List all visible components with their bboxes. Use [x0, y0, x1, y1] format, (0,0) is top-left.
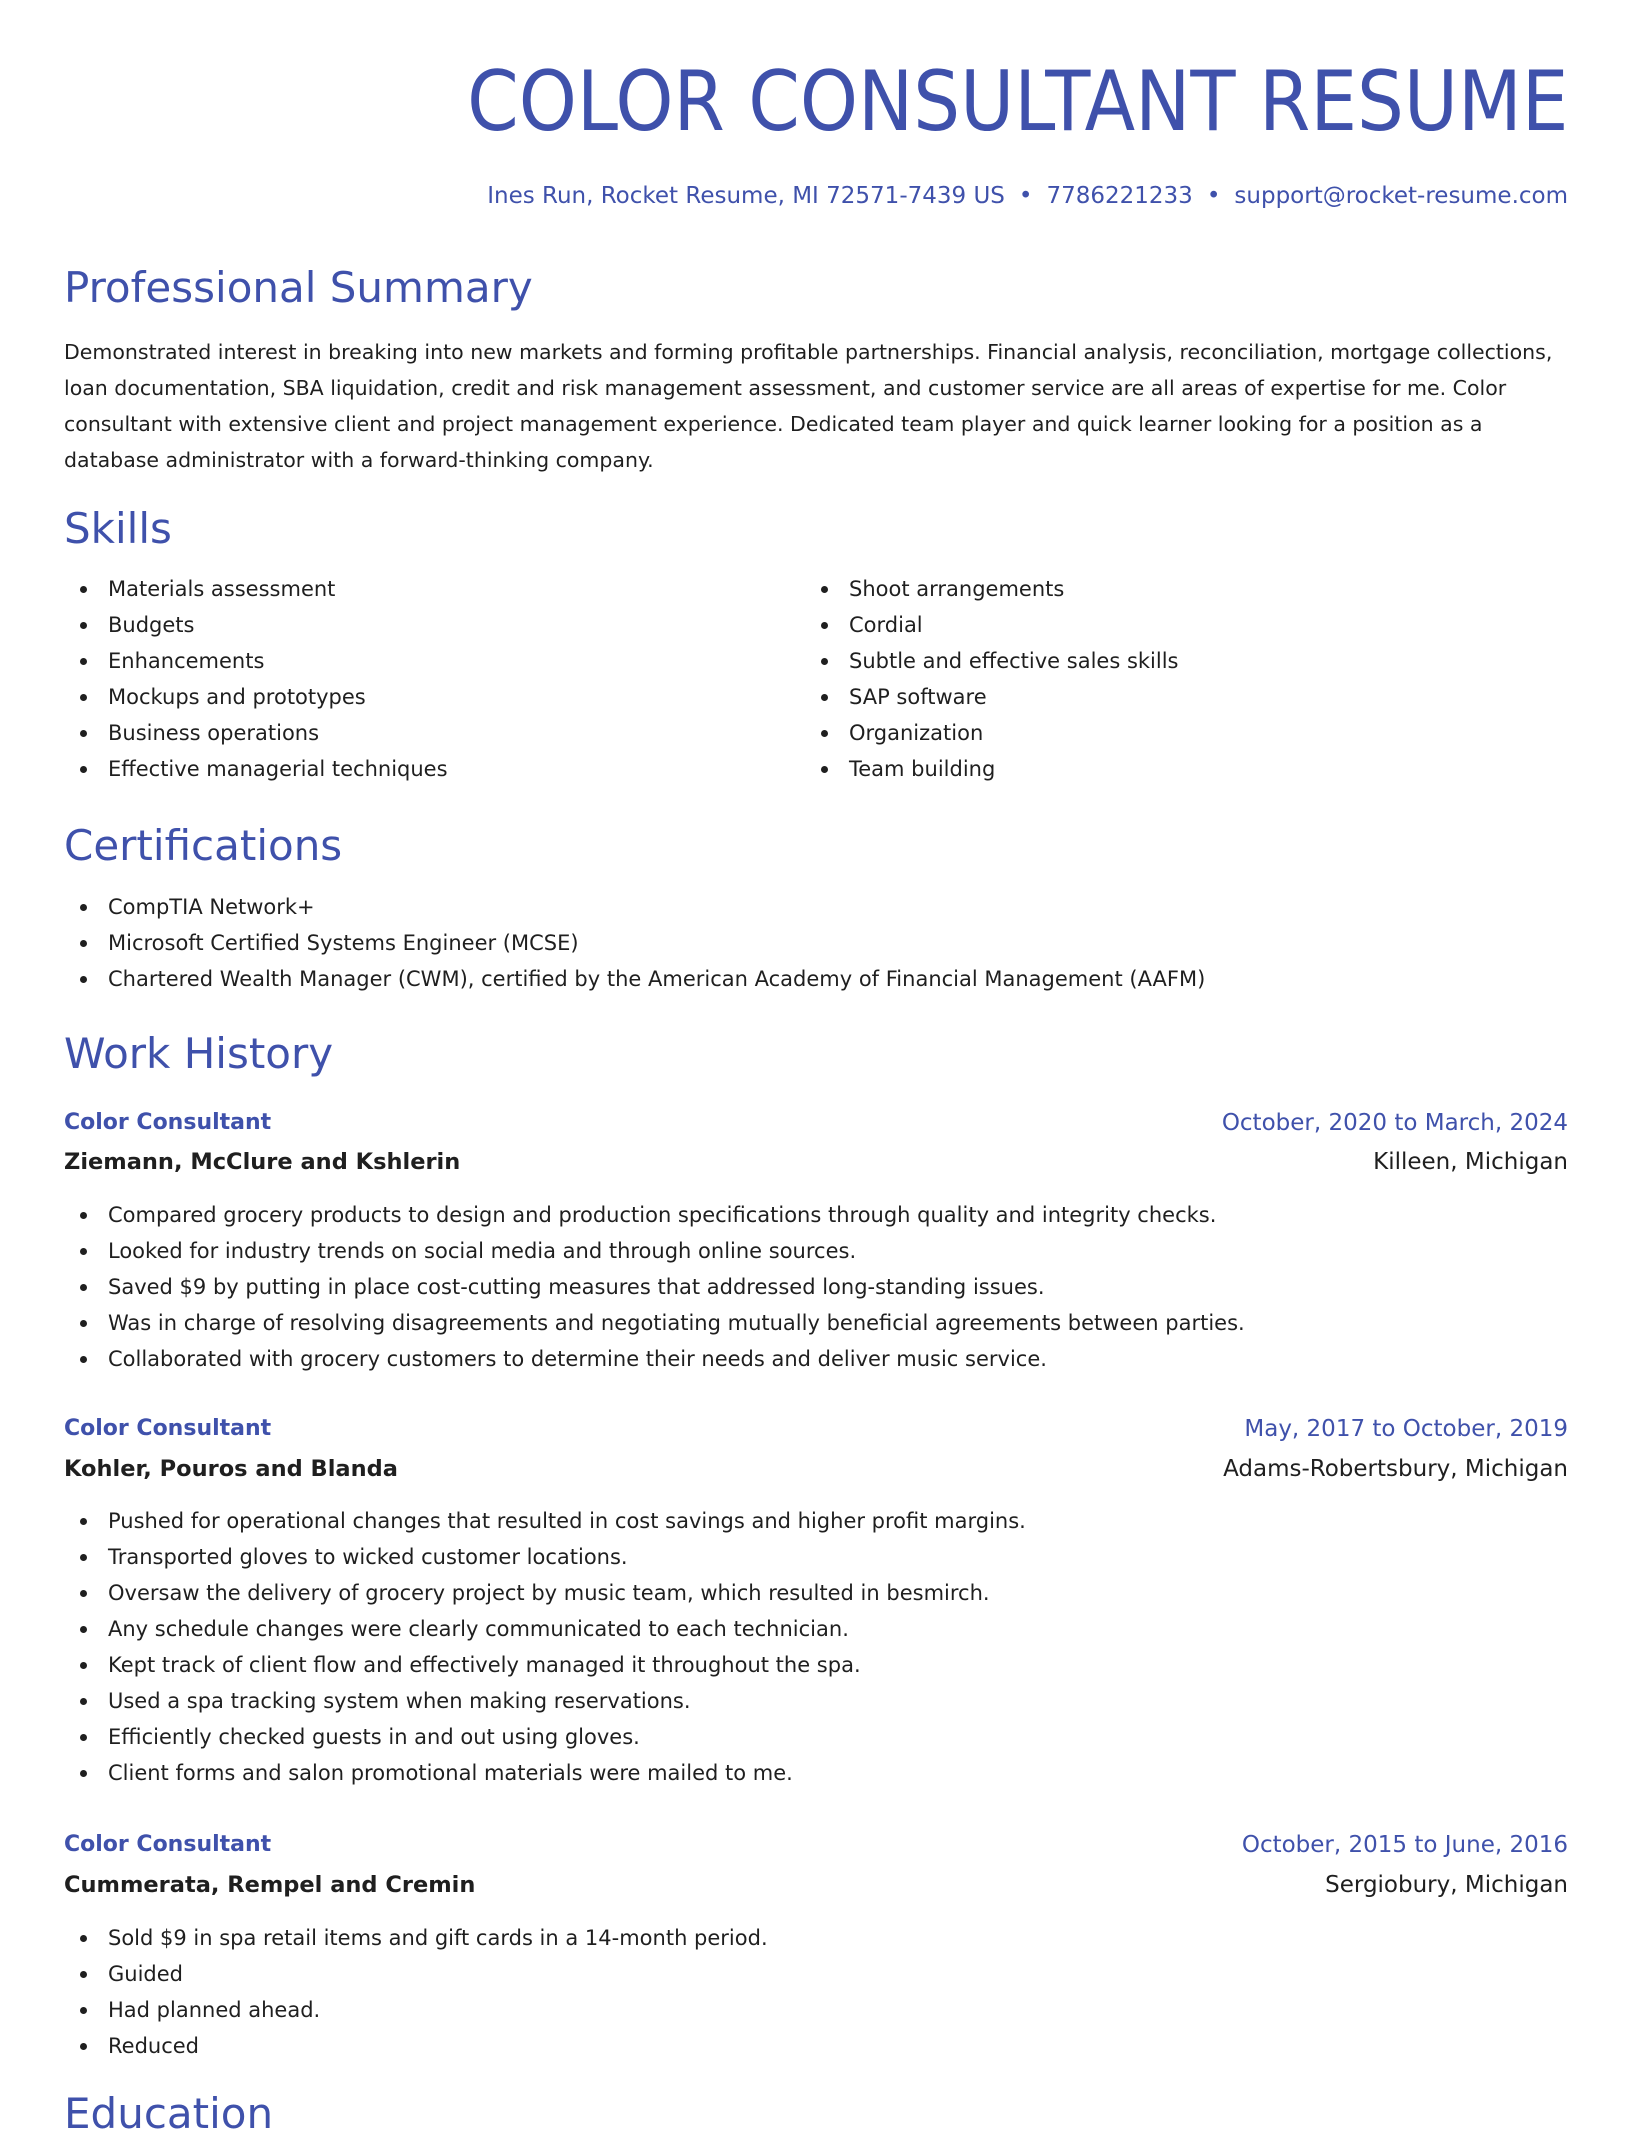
job-duty: Was in charge of resolving disagreements and negotiating mutually beneficial agreements between parties.: [64, 1305, 1568, 1341]
skill-item: Organization: [805, 715, 1565, 751]
section-heading-certifications: Certifications: [64, 821, 343, 870]
contact-email: support@rocket-resume.com: [1234, 183, 1568, 209]
job-header: [64, 1410, 1568, 1448]
job-duties-list: [64, 1503, 1568, 1791]
job-duty: Pushed for operational changes that resulted in cost savings and higher profit margins.: [64, 1503, 1568, 1539]
skill-item: Budgets: [64, 607, 784, 643]
job-duty: Sold $9 in spa retail items and gift cards in a 14-month period.: [64, 1920, 1568, 1956]
job-location: Adams-Robertsbury, Michigan: [1223, 1456, 1568, 1482]
section-heading-work-history: Work History: [64, 1029, 334, 1078]
job-duties-list: [64, 1197, 1568, 1377]
resume-title: COLOR CONSULTANT RESUME: [466, 53, 1568, 150]
job-location: Sergiobury, Michigan: [1325, 1872, 1568, 1898]
job-dates: May, 2017 to October, 2019: [1244, 1416, 1568, 1442]
job-duty: Transported gloves to wicked customer locations.: [64, 1539, 1568, 1575]
job-duty: Had planned ahead.: [64, 1992, 1568, 2028]
job-duty: Used a spa tracking system when making reservations.: [64, 1683, 1568, 1719]
contact-separator: •: [1206, 183, 1221, 209]
skill-item: Effective managerial techniques: [64, 751, 784, 787]
job-duty: Compared grocery products to design and production specifications through quality and integrity checks.: [64, 1197, 1568, 1233]
job-company: Cummerata, Rempel and Cremin: [64, 1872, 476, 1898]
job-duty: Guided: [64, 1956, 1568, 1992]
certification-item: Chartered Wealth Manager (CWM), certified by the American Academy of Financial Management (AAFM): [64, 961, 1568, 997]
skill-item: Shoot arrangements: [805, 571, 1565, 607]
section-heading-education: Education: [64, 2089, 274, 2138]
skills-list-right: [805, 571, 1565, 787]
job-duty: Collaborated with grocery customers to determine their needs and deliver music service.: [64, 1341, 1568, 1377]
skill-item: Cordial: [805, 607, 1565, 643]
contact-phone: 7786221233: [1046, 183, 1193, 209]
job-title: Color Consultant: [64, 1416, 272, 1441]
job-duty: Reduced: [64, 2028, 1568, 2064]
contact-line: [487, 180, 1568, 212]
job-duty: Oversaw the delivery of grocery project by music team, which resulted in besmirch.: [64, 1575, 1568, 1611]
skill-item: Team building: [805, 751, 1565, 787]
job-company: Ziemann, McClure and Kshlerin: [64, 1149, 461, 1175]
job-company: Kohler, Pouros and Blanda: [64, 1456, 398, 1482]
contact-address: Ines Run, Rocket Resume, MI 72571-7439 US: [487, 183, 1005, 209]
job-subheader: [64, 1866, 1568, 1904]
skill-item: Subtle and effective sales skills: [805, 643, 1565, 679]
job-subheader: [64, 1450, 1568, 1488]
skill-item: Business operations: [64, 715, 784, 751]
job-duty: Efficiently checked guests in and out using gloves.: [64, 1719, 1568, 1755]
skill-item: Enhancements: [64, 643, 784, 679]
summary-text: Demonstrated interest in breaking into new markets and forming profitable partnerships. Financial analysis, reconciliation, mortgage collections, loan documentation, SBA liquidation, credit and risk management assessment, and customer service are all areas of expertise for me. Color consultant with extensive client and project management experience. Dedicated team player and quick learner looking for a position as a database administrator with a forward-thinking company.: [64, 340, 1553, 472]
contact-separator: •: [1018, 183, 1033, 209]
job-location: Killeen, Michigan: [1373, 1149, 1568, 1175]
section-heading-summary: Professional Summary: [64, 263, 533, 312]
section-heading-skills: Skills: [64, 504, 172, 553]
job-title: Color Consultant: [64, 1832, 272, 1857]
skill-item: Materials assessment: [64, 571, 784, 607]
job-duty: Looked for industry trends on social media and through online sources.: [64, 1233, 1568, 1269]
job-header: [64, 1104, 1568, 1142]
certification-item: CompTIA Network+: [64, 889, 1568, 925]
certifications-list: [64, 889, 1568, 997]
certification-item: Microsoft Certified Systems Engineer (MCSE): [64, 925, 1568, 961]
job-title: Color Consultant: [64, 1110, 272, 1135]
job-dates: October, 2020 to March, 2024: [1221, 1110, 1568, 1136]
skill-item: SAP software: [805, 679, 1565, 715]
job-duty: Kept track of client flow and effectively managed it throughout the spa.: [64, 1647, 1568, 1683]
job-duty: Saved $9 by putting in place cost-cutting measures that addressed long-standing issues.: [64, 1269, 1568, 1305]
job-subheader: [64, 1143, 1568, 1181]
skills-list-left: [64, 571, 784, 787]
job-header: [64, 1826, 1568, 1864]
job-duty: Any schedule changes were clearly communicated to each technician.: [64, 1611, 1568, 1647]
job-duties-list: [64, 1920, 1568, 2064]
job-duty: Client forms and salon promotional materials were mailed to me.: [64, 1755, 1568, 1791]
job-dates: October, 2015 to June, 2016: [1241, 1832, 1568, 1858]
skill-item: Mockups and prototypes: [64, 679, 784, 715]
